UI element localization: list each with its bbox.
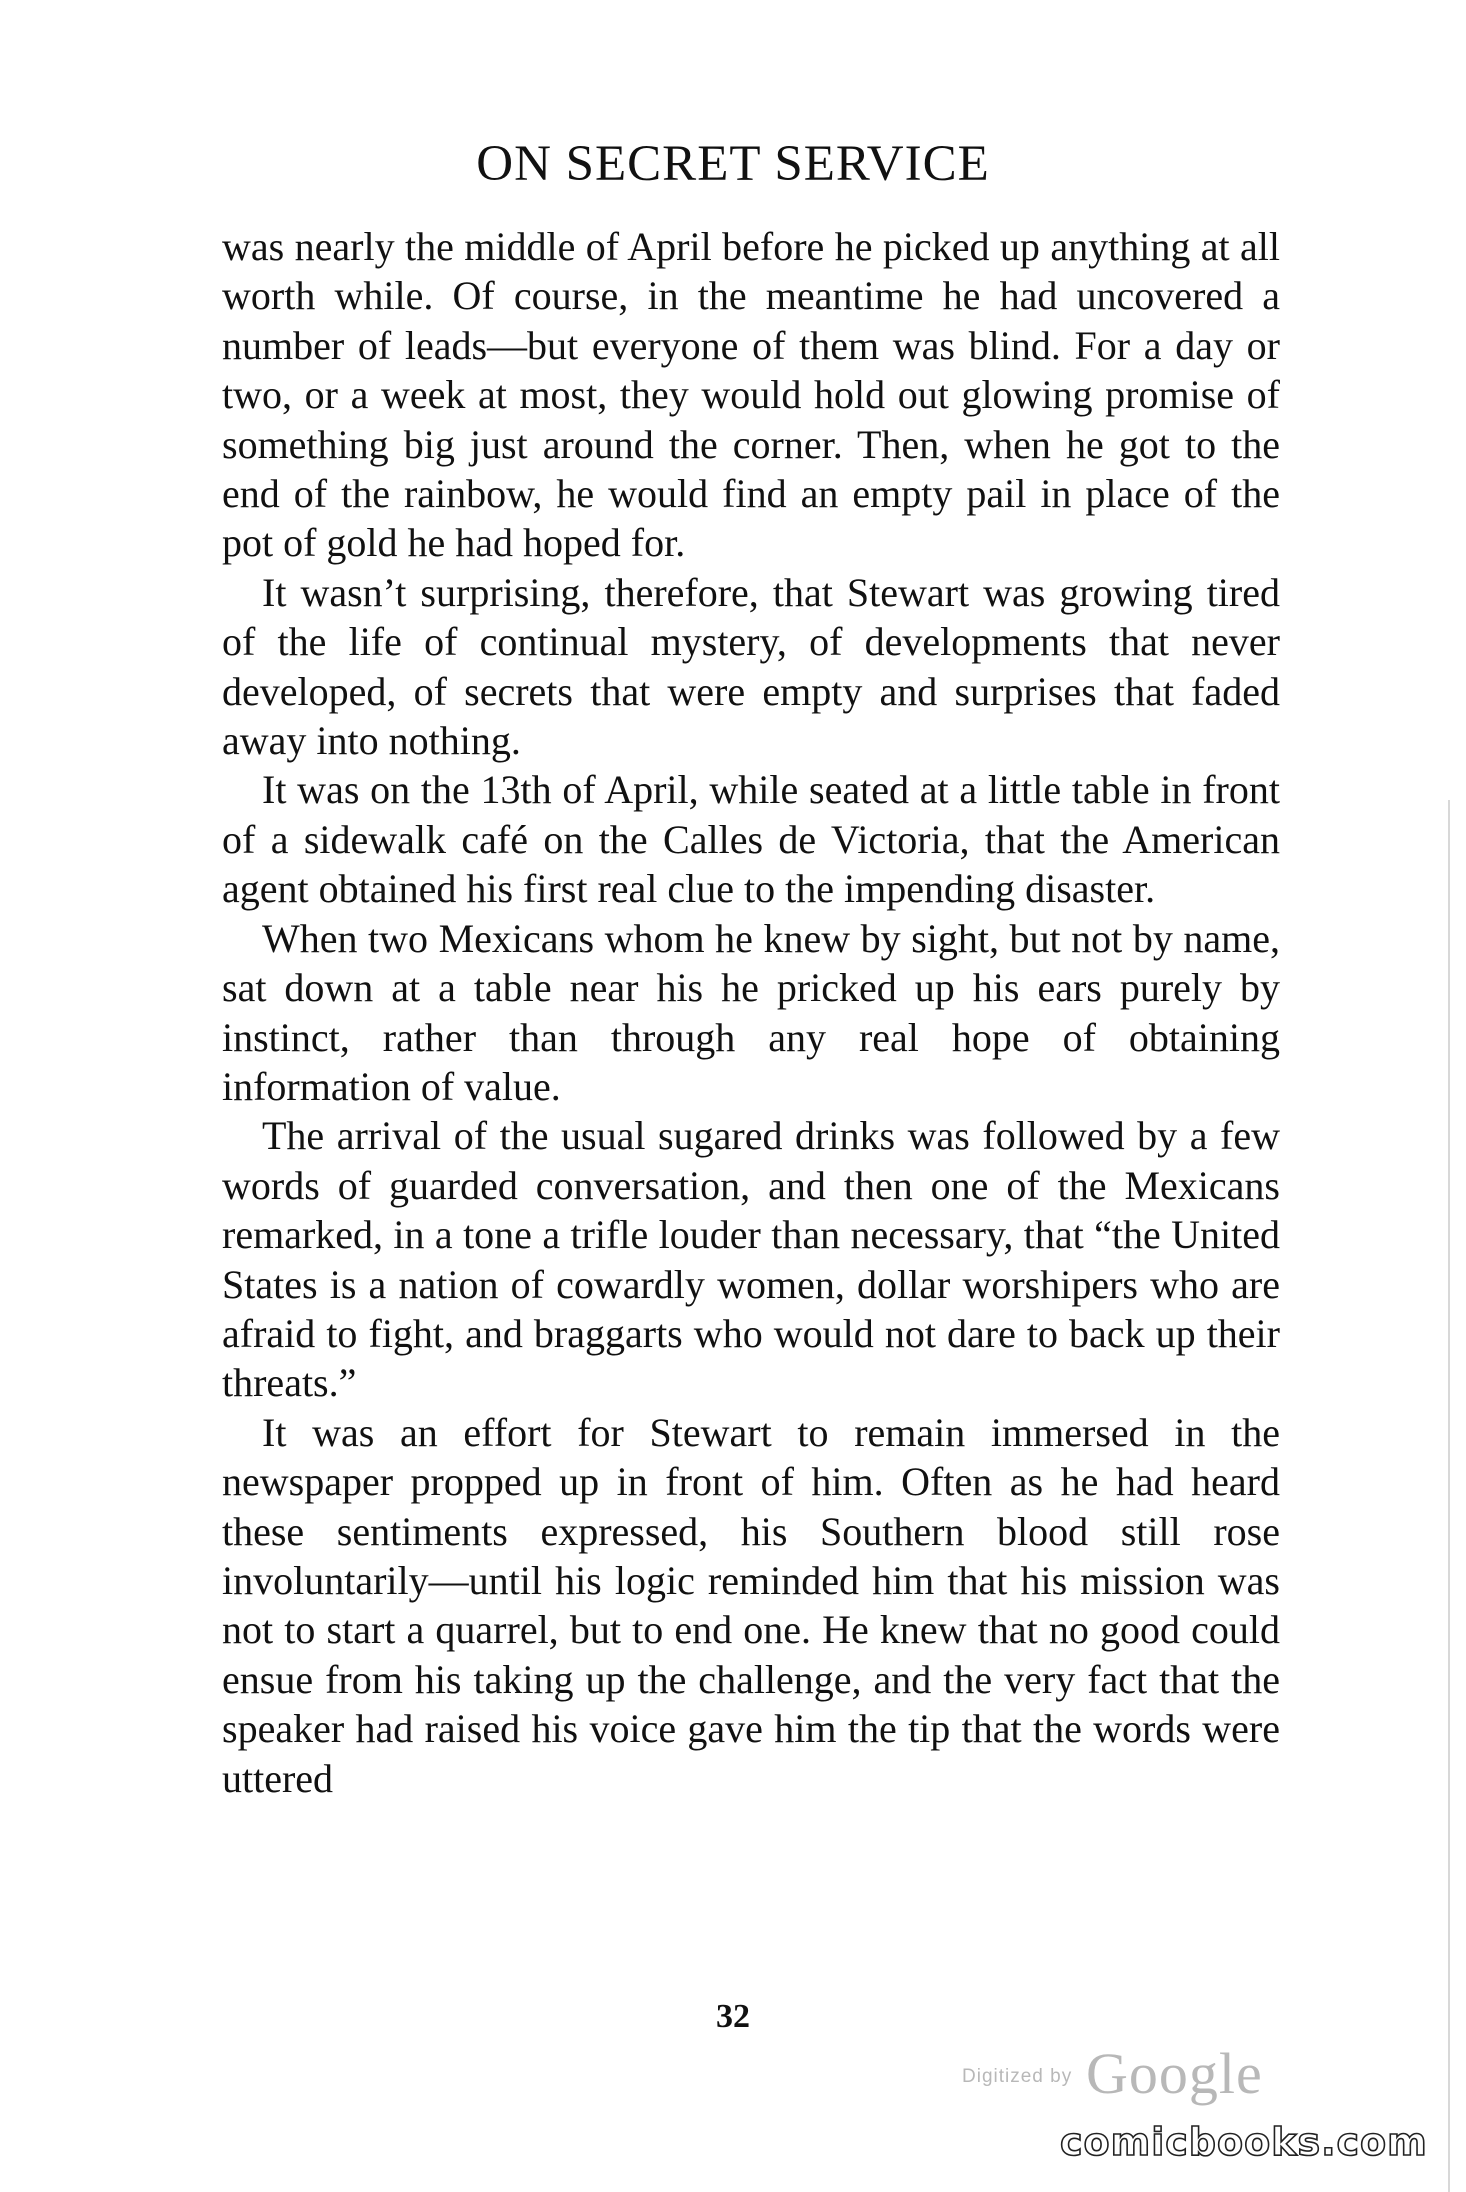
paragraph: It was on the 13th of April, while seated at a little table in front of a sidewalk café on the Calles de Victoria, that the American agent obtained his first real clue to the impending disaster. bbox=[222, 767, 1280, 912]
paragraph: The arrival of the usual sugared drinks was followed by a few words of guarded conversation, and then one of the Mexicans remarked, in a tone a trifle louder than necessary, that “the United States is a nation of cowardly women, dollar worshipers who are afraid to fight, and braggarts who would not dare to back up their threats.” bbox=[222, 1113, 1280, 1406]
page-body bbox=[222, 222, 1280, 1803]
google-watermark bbox=[950, 2040, 1270, 2106]
paragraph: It was an effort for Stewart to remain immersed in the newspaper propped up in front of him. Often as he had heard these sentiments expressed, his Southern blood still rose involuntarily—until his logic reminded him that his mission was not to start a quarrel, but to end one. He knew that no good could ensue from his taking up the challenge, and the very fact that the speaker had raised his voice gave him the tip that the words were uttered bbox=[222, 1409, 1280, 1801]
google-logo: Google bbox=[1086, 2041, 1263, 2106]
paragraph: It wasn’t surprising, therefore, that Stewart was growing tired of the life of continual mystery, of developments that never developed, of secrets that were empty and surprises that faded away into nothing. bbox=[222, 569, 1280, 764]
site-watermark: comicbooks.com bbox=[1060, 2120, 1428, 2164]
paragraph: When two Mexicans whom he knew by sight, but not by name, sat down at a table near his he pricked up his ears purely by instinct, rather than through any real hope of obtaining information of value. bbox=[222, 915, 1280, 1109]
paragraph: was nearly the middle of April before he picked up anything at all worth while. Of course, in the meantime he had uncovered a number of leads—but everyone of them was blind. For a day or two, or a week at most, they would hold out glowing promise of something big just around the corner. Then, when he got to the end of the rainbow, he would find an empty pail in place of the pot of gold he had hoped for. bbox=[222, 224, 1280, 566]
digitized-by-label: Digitized by bbox=[962, 2066, 1073, 2087]
scan-edge-line bbox=[1448, 800, 1450, 2192]
running-head: ON SECRET SERVICE bbox=[476, 136, 990, 192]
page-number: 32 bbox=[716, 1998, 750, 2035]
